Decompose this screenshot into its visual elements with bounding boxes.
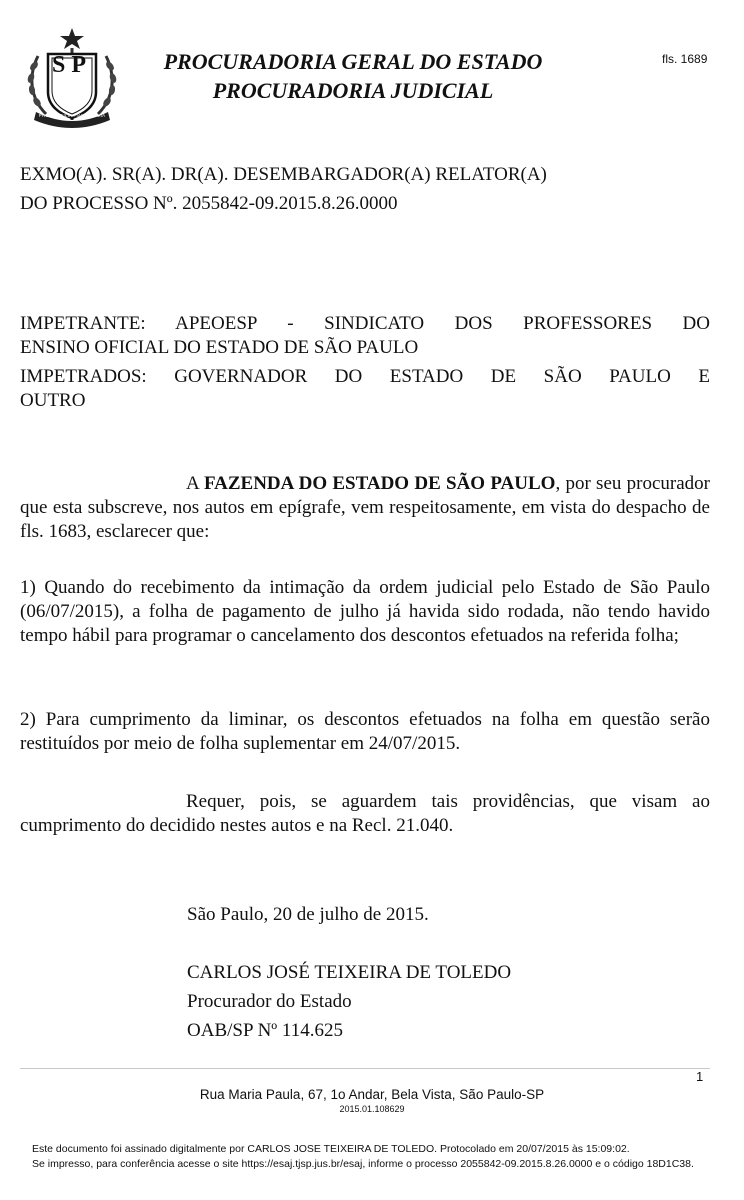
footer-address: Rua Maria Paula, 67, 1o Andar, Bela Vista, São Paulo-SP xyxy=(199,1087,545,1102)
header-title-line1: PROCURADORIA GERAL DO ESTADO xyxy=(163,49,543,74)
folio-number: fls. 1689 xyxy=(662,52,708,66)
item-1-paragraph: 1) Quando do recebimento da intimação da ordem judicial pelo Estado de São Paulo (06/07/2015), a folha de pagamento de julho já havida sido rodada, não tendo havido tempo hábil para programar o cancelamento dos descontos efetuados na referida folha; xyxy=(20,577,710,646)
place-date: São Paulo, 20 de julho de 2015. xyxy=(187,904,429,925)
seal-motto: PRO BRASILIA FIANT EXIMIA xyxy=(38,113,106,118)
impetrante-line1: IMPETRANTE: APEOESP - SINDICATO DOS PROFESSORES DO xyxy=(20,313,710,334)
addressee-line2: DO PROCESSO Nº. 2055842-09.2015.8.26.0000 xyxy=(20,193,398,214)
verification-notice: Se impresso, para conferência acesse o site https://esaj.tjsp.jus.br/esaj, informe o processo 2055842-09.2015.8.26.0000 e o código 18D1C38. xyxy=(32,1158,694,1170)
impetrante-line2: ENSINO OFICIAL DO ESTADO DE SÃO PAULO xyxy=(20,337,419,358)
item-2-paragraph: 2) Para cumprimento da liminar, os descontos efetuados na folha em questão serão restituídos por meio de folha suplementar em 24/07/2015. xyxy=(20,709,710,754)
signer-oab: OAB/SP Nº 114.625 xyxy=(187,1020,343,1041)
header-title-line2: PROCURADORIA JUDICIAL xyxy=(212,78,494,103)
addressee-line1: EXMO(A). SR(A). DR(A). DESEMBARGADOR(A) RELATOR(A) xyxy=(20,164,547,185)
digital-signature-notice: Este documento foi assinado digitalmente por CARLOS JOSE TEIXEIRA DE TOLEDO. Protocolado em 20/07/2015 às 15:09:02. xyxy=(32,1143,630,1155)
footer-divider xyxy=(20,1068,710,1069)
request-paragraph: Requer, pois, se aguardem tais providências, que visam ao cumprimento do decidido nestes autos e na Recl. 21.040. xyxy=(20,791,710,836)
intro-paragraph: A FAZENDA DO ESTADO DE SÃO PAULO, por seu procurador que esta subscreve, nos autos em epígrafe, vem respeitosamente, em vista do despacho de fls. 1683, esclarecer que: xyxy=(20,473,710,542)
signer-role: Procurador do Estado xyxy=(187,991,352,1012)
signer-name: CARLOS JOSÉ TEIXEIRA DE TOLEDO xyxy=(187,962,512,983)
impetrados-line1: IMPETRADOS: GOVERNADOR DO ESTADO DE SÃO PAULO E xyxy=(20,366,710,387)
impetrados-line2: OUTRO xyxy=(20,390,86,411)
page-number: 1 xyxy=(696,1069,704,1084)
fazenda-name: FAZENDA DO ESTADO DE SÃO PAULO xyxy=(203,473,556,494)
footer-code: 2015.01.108629 xyxy=(339,1104,405,1114)
seal-letters: SP xyxy=(51,52,92,78)
